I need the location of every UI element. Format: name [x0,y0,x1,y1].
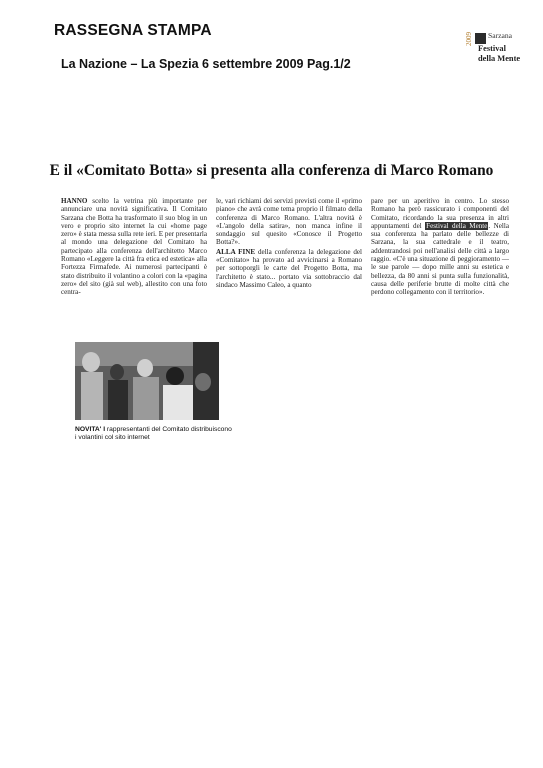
article-headline: E il «Comitato Botta» si presenta alla conferenza di Marco Romano [49,162,494,179]
logo-city: Sarzana [488,31,513,40]
paragraph: . Nella sua conferenza ha parlato delle bellezze di Sarzana, la sua cattedrale e il teatro, addentrandosi poi nell'analisi delle città a largo raggio. «C'è una situazione di peggioramento — le sue parole — dopo mille anni su estetica e bellezza, da 80 anni si punta sulla funzionalità, causa delle periferie brutte di molte città che perdono collegamento con il territorio». [371,221,509,297]
article-column-3 [371,197,509,298]
paragraph: della conferenza la delegazione del «Comitato» ha provato ad avvicinarsi a Romano per sottoporgli le carte del Progetto Botta, ma l'architetto è stato... portato via sottobraccio dal sindaco Massimo Caleo, a quanto [216,247,363,289]
paragraph: scelto la vetrina più importante per annunciare una novità significativa. Il Comitato Sarzana che Botta ha trasformato il suo blog in un vero e proprio sito internet la cui «home page zero» è stata messa sulla rete ieri. E per presentarla al mondo una delegazione del Comitato ha partecipato alla conferenza dell'architetto Marco Romano «Leggere la città fra etica ed estetica» alla Fortezza Firmafede. Ai numerosi partecipanti è stato distribuito il volantino a colori con la «pagina zero» del sito (già sul web), allestito con una foto centra- [61,197,207,297]
paragraph: pare per un aperitivo in centro. Lo stesso Romano ha però rassicurato i componenti del Comitato, ricordando la sua presenza in altri appuntamenti del [371,197,509,230]
lead-word: HANNO [61,197,88,205]
lead-word: ALLA FINE [216,247,256,256]
logo-year: 2009 [465,32,473,46]
article-column-2 [216,197,362,290]
caption-lead: NOVITA' I [75,426,106,433]
paragraph: le, vari richiami dei servizi previsti come il «primo piano» che avrà come tema proprio il filmato della conferenza di Marco Romano. L'altra novità è «L'angolo della satira», non manca infine il sondaggio sul quesito «Conosce il Progetto Botta?». [216,197,362,247]
caption-text: rappresentanti del Comitato distribuiscono i volantini col sito internet [75,426,232,441]
logo-line2: della Mente [478,54,521,63]
article-photo [75,342,219,420]
photo-scene [75,342,219,420]
press-review-title: RASSEGNA STAMPA [54,22,212,39]
photo-caption [75,426,235,442]
logo-line1: Festival [478,44,506,53]
source-line: La Nazione – La Spezia 6 settembre 2009 Pag.1/2 [61,57,351,71]
festival-highlight: Festival della Mente [426,221,488,230]
logo-mark-icon [475,33,486,44]
festival-logo [466,30,528,70]
article-column-1 [61,197,207,298]
